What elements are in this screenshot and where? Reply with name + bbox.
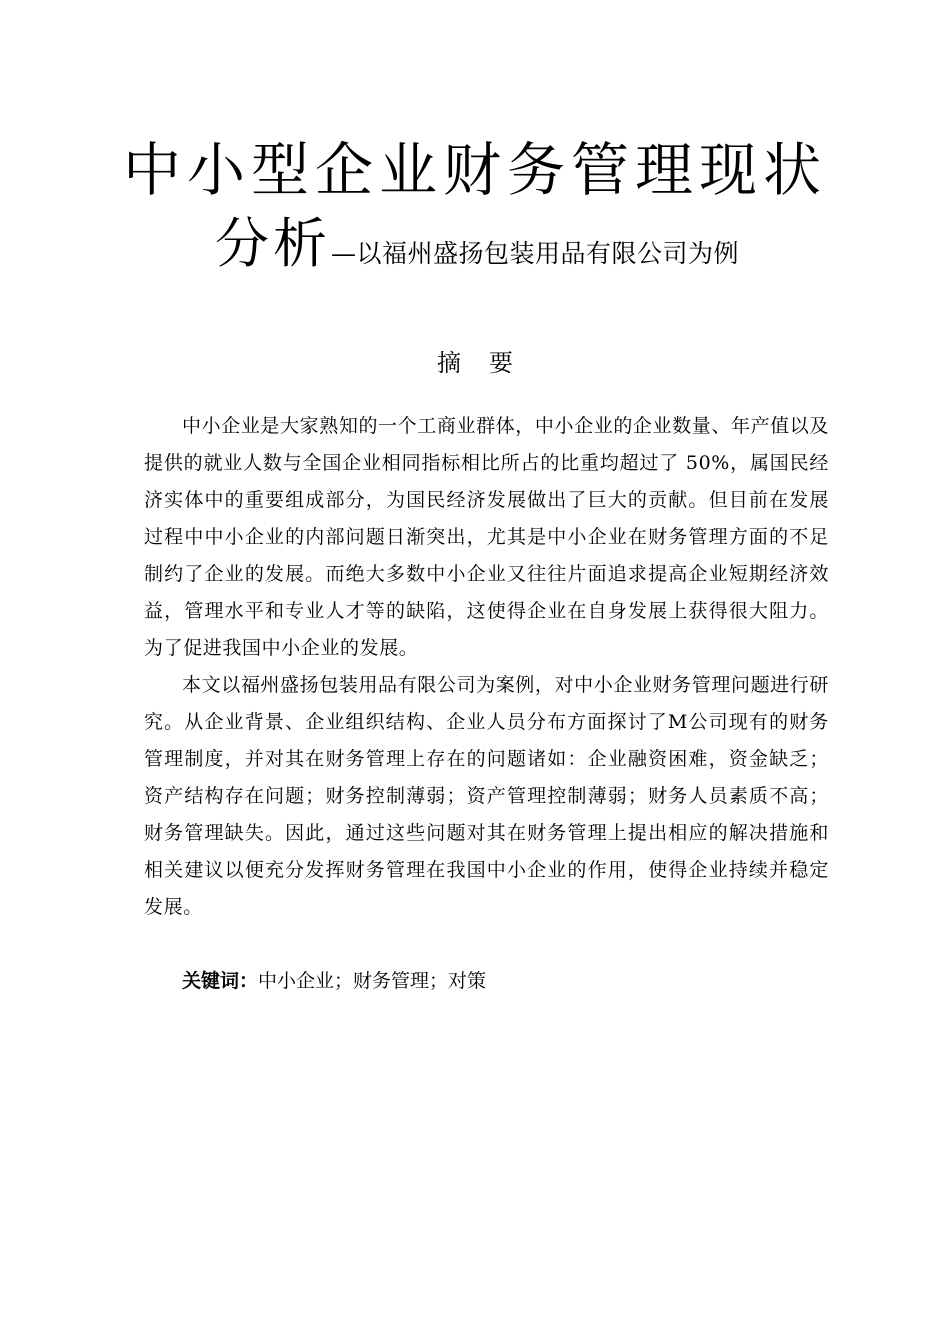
abstract-body [144, 408, 829, 926]
document-title: 中小型企业财务管理现状 [122, 136, 827, 204]
document-title-continuation [215, 212, 739, 289]
abstract-paragraph-2: 本文以福州盛扬包装用品有限公司为案例，对中小企业财务管理问题进行研究。从企业背景、企业组织结构、企业人员分布方面探讨了M公司现有的财务管理制度，并对其在财务管理上存在的问题诸如：企业融资困难，资金缺乏；资产结构存在问题；财务控制薄弱；资产管理控制薄弱；财务人员素质不高；财务管理缺失。因此，通过这些问题对其在财务管理上提出相应的解决措施和相关建议以便充分发挥财务管理在我国中小企业的作用，使得企业持续并稳定发展。 [144, 674, 829, 918]
keywords-line [182, 964, 486, 998]
keywords-value: 中小企业；财务管理；对策 [258, 970, 487, 992]
document-subtitle: —以福州盛扬包装用品有限公司为例 [331, 239, 740, 268]
abstract-paragraph-1: 中小企业是大家熟知的一个工商业群体，中小企业的企业数量、年产值以及提供的就业人数与全国企业相同指标相比所占的比重均超过了 50%，属国民经济实体中的重要组成部分，为国民经济发展做出了巨大的贡献。但目前在发展过程中中小企业的内部问题日渐突出，尤其是中小企业在财务管理方面的不足制约了企业的发展。而绝大多数中小企业又往往片面追求提高企业短期经济效益，管理水平和专业人才等的缺陷，这使得企业在自身发展上获得很大阻力。为了促进我国中小企业的发展。 [144, 415, 829, 659]
document-title-end: 分析 [215, 212, 331, 275]
keywords-label: 关键词： [182, 970, 259, 992]
abstract-heading: 摘要 [437, 349, 541, 377]
